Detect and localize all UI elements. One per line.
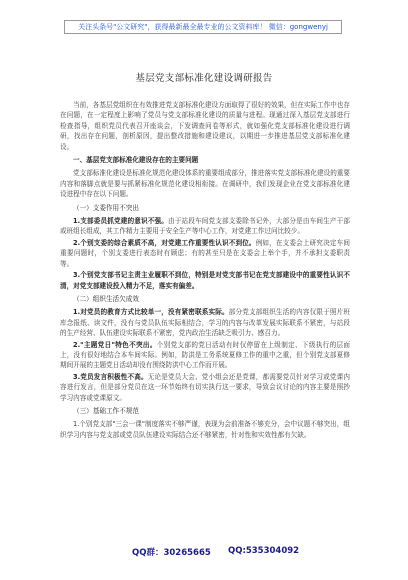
body-paragraph <box>60 372 350 403</box>
document-title: 基层党支部标准化建设调研报告 <box>135 73 273 84</box>
intro-paragraph: 当前，各基层党组织在有效推进党支部标准化建设方面取得了很好的效果，但在实际工作中也存在问题，在一定程度上影响了党员与党支部标准化建设的质量与进程。现通过深入基层党支部进行检查指导，组织党员代表召开座谈会，下发调查问卷等形式，就如强化党支部标准化建设进行调研，找出存在问题，剖析原因，提出整改措施和建设建议，以期进一步推进基层党支部标准化建设。 <box>60 101 350 151</box>
qq-group-number: QQ群：30265665 <box>132 548 211 558</box>
body-paragraph: 党支部标准化建设是标准化规范化建设体系的重要组成部分，推进落实党支部标准化建设的重要内容和落脚点就是要与抓紧标准化规范化建设相衔接。在调研中，我们发现企业在党支部标准化建设进程中存在以下问题。 <box>60 169 350 199</box>
paragraph-text: 无论是党员大会、党小组会还是党课，都需要党员针对学习或党课内容进行发言，但是部分党员在这一环节始终有切实执行这一要求，导致会议讨论的内容主要是照抄学习内容或党课原文。 <box>60 372 351 402</box>
subsection-heading: （三）基础工作不规范 <box>73 406 139 415</box>
qq-number: QQ:535304092 <box>228 546 300 556</box>
body-paragraph <box>60 270 350 291</box>
document-body <box>60 100 350 441</box>
paragraph-lead: 1.支部委员抓党建的意识不强。 <box>73 217 168 226</box>
paragraph-text: 个别党支部的党日活动有时仅停留在上级制定、下级执行的层面上，没有很好地结合本车间实际。例如，防洪是工务系统夏修工作的重中之重，但个别党支部夏修期间开展的主题党日活动却没有围绕防洪中心工作而开展。 <box>60 340 351 370</box>
paragraph-text: 例如，在支委会上研究决定车间重要问题时，个别支委进行表态时有顾虑；有的甚至只是在支委会上举个手，并不承担支委职责等。 <box>60 238 351 268</box>
paragraph-lead: 3.党员发言积极性不高。 <box>73 372 148 381</box>
section-heading: 一、基层党支部标准化建设存在的主要问题 <box>73 156 199 165</box>
paragraph-lead: 3.个别党支部书记主责主业履职不到位，特别是对党支部书记在党支部建设中的重要性认识不清，对党支部建设投入精力不足，落实有偏差。 <box>60 271 350 290</box>
paragraph-text: 部分党支部组织生活的内容仅限于照片班库念报纸、读文件，没有与党员队伍实际相结合，学习的内容与改革发展实际联系不紧密，与站段的生产经营、队伍建设实际联系不紧密，党内政治生活缺乏吸引力、感召力。 <box>60 308 351 338</box>
paragraph-lead: 2."主题党日"特色不突出。 <box>73 340 157 349</box>
paragraph-lead: 1.对党员的教育方式比较单一，没有紧密联系实际。 <box>73 308 229 317</box>
paragraph-text: 由于站段车间党支部支委除书记外，大部分是由车间生产干部或班组长组成，其工作精力主要用于安全生产等中心工作，对党建工作过问比较少。 <box>60 217 351 236</box>
subsection-heading: （一）支委作用不突出 <box>73 203 139 212</box>
paragraph-lead: 2.个别支委的综合素质不高，对党建工作重要性认识不到位。 <box>73 238 256 247</box>
promo-banner: 关注头条号"公文研究"，获得最新最全最专业的公文资料库！ 微信：gongwenyj <box>64 20 342 34</box>
body-paragraph <box>60 307 350 338</box>
body-paragraph: 1.个别党支部"三会一课"制度落实不够严谨，表现为会前准备不够充分，会中议题不够突出，组织学习内容与党支部或党员队伍建设实际结合还不够紧密，针对性和实效性都有欠缺。 <box>60 420 350 439</box>
body-paragraph <box>60 340 350 371</box>
subsection-heading: （二）组织生活欠成效 <box>73 294 139 303</box>
body-paragraph <box>60 238 350 269</box>
body-paragraph <box>60 216 350 237</box>
